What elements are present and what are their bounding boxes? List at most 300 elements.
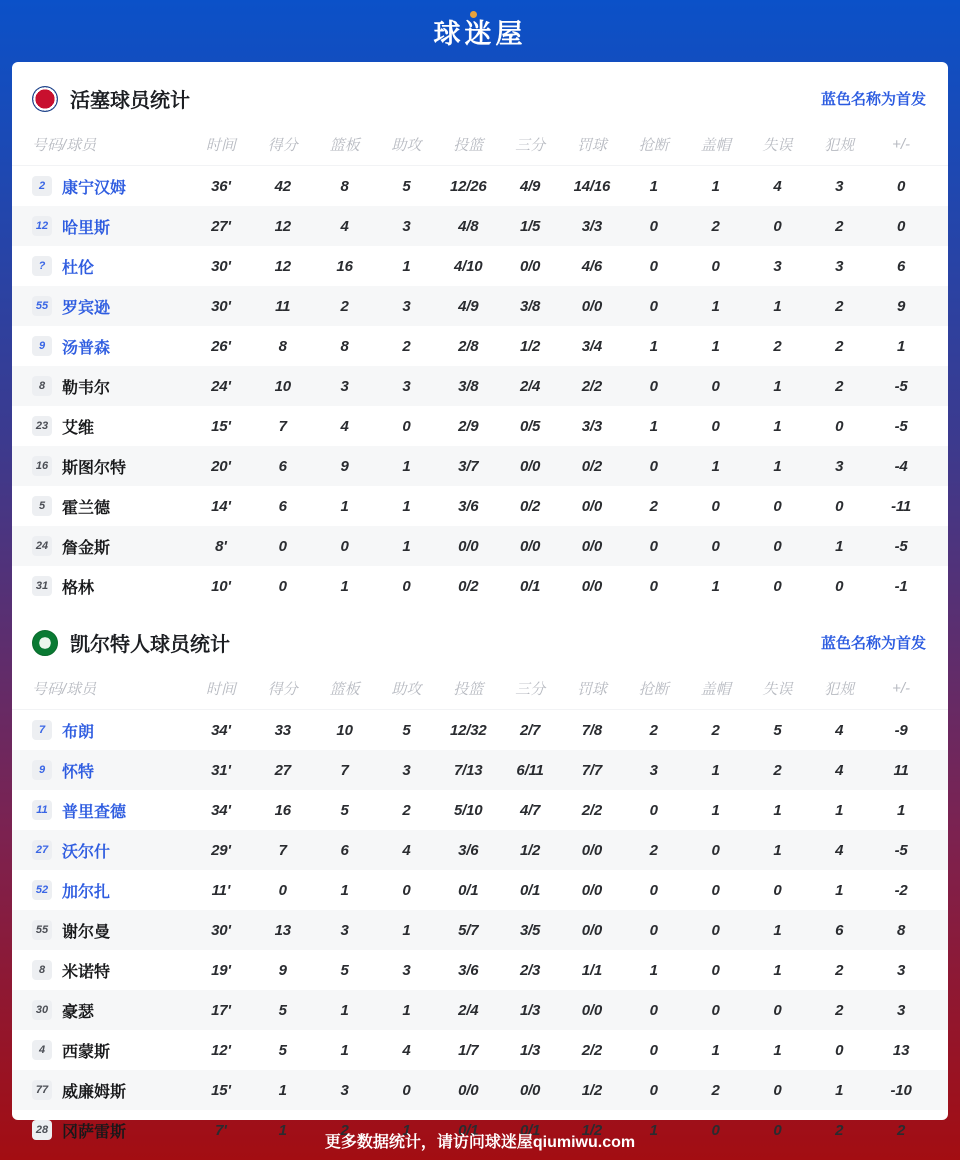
jersey-number-badge: 55: [32, 920, 52, 940]
stat-cell: 2: [711, 1081, 720, 1099]
table-title: 活塞球员统计: [70, 90, 190, 112]
stat-cell: 8: [340, 177, 349, 195]
stat-cell: 0/2: [458, 577, 479, 595]
player-name: 詹金斯: [62, 539, 111, 557]
stat-cell: 0: [711, 497, 720, 515]
stat-cell: 6: [340, 841, 349, 859]
column-header-row: [12, 667, 948, 710]
stat-cell: 0/1: [519, 1121, 541, 1139]
stat-cell: 1: [402, 257, 411, 275]
jersey-number-badge: 16: [32, 456, 52, 476]
stat-cell: 1: [773, 801, 782, 819]
stat-cell: 2: [711, 721, 720, 739]
stat-cell: 3/6: [458, 961, 479, 979]
player-cell: [32, 575, 190, 598]
stat-cell: 3/3: [581, 417, 603, 435]
stat-cell: 7': [215, 1121, 227, 1139]
stat-cell: 1: [402, 921, 411, 939]
stat-cell: 1: [340, 1001, 349, 1019]
player-row: [12, 1070, 948, 1110]
stat-cell: 0/0: [581, 577, 603, 595]
stat-cell: 1: [649, 337, 658, 355]
player-row: [12, 950, 948, 990]
stat-cell: 1: [773, 457, 782, 475]
player-name: 沃尔什: [62, 843, 111, 861]
stat-cell: -4: [894, 457, 908, 475]
player-cell: [32, 415, 190, 438]
stat-cell: 29': [211, 841, 231, 859]
stat-cell: 1: [649, 417, 658, 435]
player-name: 怀特: [62, 763, 95, 781]
stat-cell: -5: [894, 537, 908, 555]
stat-cell: 0/0: [581, 1001, 603, 1019]
stat-cell: 0: [649, 881, 658, 899]
stat-cell: 0: [402, 417, 411, 435]
starter-legend: 蓝色名称为首发: [820, 635, 926, 652]
stat-cell: 7/8: [581, 721, 603, 739]
stat-cell: 3: [402, 761, 411, 779]
column-header: 号码/球员: [32, 680, 97, 698]
stat-cell: 7: [278, 841, 287, 859]
jersey-number-badge: 11: [32, 800, 52, 820]
stat-cell: 4: [835, 761, 844, 779]
stat-cell: 3: [340, 1081, 349, 1099]
stat-cell: 0/0: [581, 841, 603, 859]
stat-cell: 0: [649, 1041, 658, 1059]
stat-cell: 0: [402, 1081, 411, 1099]
jersey-number-badge: 8: [32, 960, 52, 980]
stat-cell: 27: [274, 761, 291, 779]
team-logo-icon: [32, 86, 58, 112]
stat-cell: 8: [896, 921, 906, 939]
stat-cell: 3: [896, 1001, 906, 1019]
stat-cell: 34': [211, 801, 231, 819]
player-row: [12, 790, 948, 830]
stat-cell: 1: [402, 1001, 411, 1019]
stat-cell: 4/9: [519, 177, 541, 195]
stat-cell: 1: [278, 1121, 287, 1139]
stats-card: [12, 62, 948, 1141]
table-title: 凯尔特人球员统计: [70, 634, 230, 656]
stat-cell: 4/8: [458, 217, 479, 235]
player-row: [12, 830, 948, 870]
stat-cell: 0: [711, 417, 720, 435]
stat-cell: 3/6: [458, 841, 479, 859]
stat-cell: 8': [215, 537, 227, 555]
stat-cell: 11': [211, 881, 231, 899]
player-row: [12, 486, 948, 526]
stat-cell: 5/7: [458, 921, 479, 939]
site-logo-text: 球迷屋: [433, 18, 527, 49]
stat-cell: 0: [835, 1041, 844, 1059]
stat-cell: 0: [711, 1121, 720, 1139]
stat-cell: 2/4: [458, 1001, 479, 1019]
stat-cell: -2: [894, 881, 908, 899]
stat-cell: 5: [340, 961, 349, 979]
stat-cell: 6: [896, 257, 906, 275]
stat-cell: 30': [211, 257, 231, 275]
stat-cell: 1: [835, 537, 844, 555]
player-row: [12, 566, 948, 606]
column-header-row: [12, 123, 948, 166]
team-stats-section: [12, 606, 948, 1150]
stat-cell: 10: [274, 377, 291, 395]
player-row: [12, 750, 948, 790]
stat-cell: -9: [894, 721, 908, 739]
player-row: [12, 1030, 948, 1070]
column-header: 抢断: [638, 136, 669, 154]
player-row: [12, 246, 948, 286]
stat-cell: 1: [896, 337, 906, 355]
table-body: [12, 710, 948, 1150]
stat-cell: 24': [211, 377, 231, 395]
column-header: 犯规: [824, 136, 855, 154]
jersey-number-badge: 12: [32, 216, 52, 236]
stat-cell: 31': [211, 761, 231, 779]
stat-cell: 0: [773, 881, 782, 899]
stat-cell: 4: [835, 721, 844, 739]
stat-cell: 1: [711, 577, 720, 595]
logo-dot-icon: [470, 11, 477, 18]
stat-cell: 2/2: [581, 377, 603, 395]
stat-cell: 0/0: [581, 297, 603, 315]
stat-cell: 0: [773, 497, 782, 515]
stat-cell: 14/16: [573, 177, 611, 195]
stat-cell: 0: [649, 1001, 658, 1019]
stat-cell: 1: [773, 1041, 782, 1059]
stat-cell: 0: [896, 177, 906, 195]
stat-cell: 8: [340, 337, 349, 355]
stat-cell: 2: [835, 1001, 844, 1019]
stat-cell: 42: [274, 177, 291, 195]
player-name: 罗宾逊: [62, 299, 111, 317]
stat-cell: 1/2: [519, 337, 541, 355]
stat-cell: 1: [711, 1041, 720, 1059]
stat-cell: 0: [835, 497, 844, 515]
stat-cell: 0: [649, 537, 658, 555]
stat-cell: 3: [402, 297, 411, 315]
stat-cell: 1: [835, 801, 844, 819]
column-header: 三分: [515, 680, 546, 698]
player-row: [12, 446, 948, 486]
stat-cell: 3: [402, 961, 411, 979]
column-header: 篮板: [329, 680, 360, 698]
stat-cell: 0: [278, 577, 287, 595]
stat-cell: 4/9: [458, 297, 479, 315]
stat-cell: 2: [649, 497, 658, 515]
stat-cell: 12/32: [449, 721, 487, 739]
stat-cell: 0: [711, 1001, 720, 1019]
column-header: 罚球: [576, 136, 607, 154]
player-row: [12, 990, 948, 1030]
player-cell: [32, 959, 190, 982]
column-header: 助攻: [391, 136, 422, 154]
stat-cell: 10: [336, 721, 353, 739]
stat-cell: 1: [773, 417, 782, 435]
stat-cell: 0: [402, 577, 411, 595]
stat-cell: 1: [711, 297, 720, 315]
stat-cell: 13: [274, 921, 291, 939]
jersey-number-badge: 23: [32, 416, 52, 436]
stat-cell: 5: [402, 177, 411, 195]
table-body: [12, 166, 948, 606]
stat-cell: 12: [274, 257, 291, 275]
column-header: 犯规: [824, 680, 855, 698]
stat-cell: 4: [340, 417, 349, 435]
stat-cell: -5: [894, 377, 908, 395]
player-cell: [32, 1079, 190, 1102]
stat-cell: 0/0: [581, 881, 603, 899]
stat-cell: 0: [649, 921, 658, 939]
stat-cell: 7/7: [581, 761, 603, 779]
player-cell: [32, 535, 190, 558]
player-name: 斯图尔特: [62, 459, 127, 477]
stat-cell: 3: [896, 961, 906, 979]
stat-cell: 27': [211, 217, 231, 235]
stat-cell: 4/6: [581, 257, 603, 275]
stat-cell: 2: [773, 337, 782, 355]
stat-cell: 0: [835, 577, 844, 595]
stat-cell: 1: [649, 961, 658, 979]
stat-cell: 1/2: [581, 1081, 603, 1099]
stat-cell: 0: [773, 537, 782, 555]
stat-cell: 0: [649, 801, 658, 819]
stat-cell: 0/0: [458, 1081, 479, 1099]
player-row: [12, 366, 948, 406]
stat-cell: 1: [773, 377, 782, 395]
stat-cell: 0/1: [458, 881, 479, 899]
jersey-number-badge: 2: [32, 176, 52, 196]
stat-cell: 0/0: [519, 537, 541, 555]
stat-cell: 1/5: [519, 217, 541, 235]
stat-cell: 1: [835, 1081, 844, 1099]
stat-cell: 12/26: [449, 177, 487, 195]
stat-cell: 0: [773, 1081, 782, 1099]
player-name: 米诺特: [62, 963, 111, 981]
column-header: 时间: [205, 680, 236, 698]
stat-cell: 2: [835, 337, 844, 355]
player-name: 哈里斯: [62, 219, 111, 237]
stat-cell: 0: [711, 841, 720, 859]
stat-cell: 2: [649, 721, 658, 739]
stat-cell: 0: [711, 921, 720, 939]
player-name: 威廉姆斯: [62, 1083, 127, 1101]
column-header: +/-: [892, 679, 911, 697]
column-header: 得分: [267, 680, 298, 698]
stat-cell: 0: [402, 881, 411, 899]
stat-cell: 0: [711, 257, 720, 275]
player-row: [12, 206, 948, 246]
stat-cell: 8: [278, 337, 287, 355]
stat-cell: 0/1: [458, 1121, 479, 1139]
jersey-number-badge: 4: [32, 1040, 52, 1060]
stat-cell: 1: [278, 1081, 287, 1099]
player-row: [12, 326, 948, 366]
stat-cell: 4: [835, 841, 844, 859]
stat-cell: 5: [278, 1001, 287, 1019]
stat-cell: 4: [340, 217, 349, 235]
stat-cell: 1: [711, 761, 720, 779]
stat-cell: 30': [211, 297, 231, 315]
jersey-number-badge: 77: [32, 1080, 52, 1100]
stat-cell: 9: [278, 961, 287, 979]
stat-cell: 20': [211, 457, 231, 475]
player-row: [12, 286, 948, 326]
player-name: 普里查德: [62, 803, 127, 821]
app-header: [0, 0, 960, 62]
player-name: 豪瑟: [62, 1003, 95, 1021]
footer-link[interactable]: 更多数据统计，请访问球迷屋qiumiwu.com: [324, 1133, 636, 1151]
section-header: [12, 606, 948, 667]
stat-cell: 26': [211, 337, 231, 355]
stat-cell: 1: [711, 337, 720, 355]
player-cell: [32, 255, 190, 278]
jersey-number-badge: 9: [32, 760, 52, 780]
player-cell: [32, 759, 190, 782]
stat-cell: 0: [835, 417, 844, 435]
stat-cell: 3: [340, 377, 349, 395]
stat-cell: 1: [402, 537, 411, 555]
column-header: 投篮: [453, 136, 484, 154]
stat-cell: -10: [890, 1081, 912, 1099]
stat-cell: 0/0: [519, 257, 541, 275]
stat-cell: 1: [340, 577, 349, 595]
stat-cell: 0/5: [519, 417, 541, 435]
jersey-number-badge: 27: [32, 840, 52, 860]
stat-cell: -11: [891, 497, 912, 515]
stat-cell: 1/3: [519, 1001, 541, 1019]
stat-cell: 1: [835, 881, 844, 899]
stat-cell: 3/5: [519, 921, 541, 939]
stat-cell: 2: [835, 961, 844, 979]
stat-cell: 3/8: [458, 377, 479, 395]
stat-cell: 0: [711, 961, 720, 979]
stat-cell: 3: [402, 217, 411, 235]
column-header: 罚球: [576, 680, 607, 698]
player-cell: [32, 1039, 190, 1062]
column-header: 盖帽: [700, 680, 731, 698]
stat-cell: 30': [211, 921, 231, 939]
jersey-number-badge: 31: [32, 576, 52, 596]
player-name: 艾维: [62, 419, 95, 437]
stat-cell: 5/10: [454, 801, 483, 819]
stat-cell: 3/3: [581, 217, 603, 235]
stat-cell: 2/2: [581, 1041, 603, 1059]
stat-cell: 1: [711, 457, 720, 475]
column-header: 失误: [762, 136, 793, 154]
column-header: 助攻: [391, 680, 422, 698]
stat-cell: 0/2: [519, 497, 541, 515]
stat-cell: 0: [649, 1081, 658, 1099]
player-name: 加尔扎: [62, 883, 111, 901]
stat-cell: 9: [340, 457, 349, 475]
stat-cell: 0: [711, 537, 720, 555]
column-header: 号码/球员: [32, 136, 97, 154]
stat-cell: 1: [711, 801, 720, 819]
stat-cell: 4: [402, 841, 411, 859]
jersey-number-badge: 52: [32, 880, 52, 900]
stat-cell: 3/6: [458, 497, 479, 515]
stat-cell: 0/0: [581, 921, 603, 939]
stat-cell: 3: [835, 457, 844, 475]
stat-cell: 1: [340, 497, 349, 515]
player-name: 汤普森: [62, 339, 111, 357]
stat-cell: 2: [649, 841, 658, 859]
jersey-number-badge: 24: [32, 536, 52, 556]
stat-cell: 7/13: [454, 761, 483, 779]
player-cell: [32, 799, 190, 822]
stat-cell: 0/0: [581, 537, 603, 555]
stat-cell: 0: [649, 577, 658, 595]
stat-cell: 0: [711, 881, 720, 899]
stat-cell: 1: [649, 177, 658, 195]
jersey-number-badge: 5: [32, 496, 52, 516]
stat-cell: 33: [274, 721, 291, 739]
jersey-number-badge: 28: [32, 1120, 52, 1140]
player-row: [12, 910, 948, 950]
stat-cell: 12: [274, 217, 291, 235]
stat-cell: 3: [340, 921, 349, 939]
stat-cell: 6/11: [516, 761, 544, 779]
player-name: 勒韦尔: [62, 379, 111, 397]
stat-cell: 2/4: [519, 377, 541, 395]
stat-cell: 1: [773, 841, 782, 859]
stat-cell: 14': [211, 497, 231, 515]
starter-legend: 蓝色名称为首发: [820, 91, 926, 108]
stat-cell: 3/7: [458, 457, 479, 475]
jersey-number-badge: 30: [32, 1000, 52, 1020]
stat-cell: 3: [835, 177, 844, 195]
team-stats-section: [12, 62, 948, 606]
stat-cell: 5: [773, 721, 782, 739]
stat-cell: 0/0: [519, 1081, 541, 1099]
stat-cell: 10': [211, 577, 231, 595]
stat-cell: 1/7: [458, 1041, 479, 1059]
jersey-number-badge: 55: [32, 296, 52, 316]
player-cell: [32, 375, 190, 398]
stat-cell: 3: [402, 377, 411, 395]
stat-cell: 3/8: [519, 297, 541, 315]
player-name: 杜伦: [62, 259, 95, 277]
stat-cell: 4/10: [454, 257, 483, 275]
stat-cell: 2: [711, 217, 720, 235]
player-row: [12, 406, 948, 446]
stat-cell: 0/2: [581, 457, 603, 475]
stat-cell: 0/1: [519, 577, 541, 595]
player-row: [12, 870, 948, 910]
stat-cell: 34': [211, 721, 231, 739]
stat-cell: 36': [211, 177, 231, 195]
stat-cell: 2: [340, 1121, 349, 1139]
player-row: [12, 526, 948, 566]
player-row: [12, 166, 948, 206]
player-name: 霍兰德: [62, 499, 111, 517]
stat-cell: 17': [211, 1001, 231, 1019]
stat-cell: 4: [402, 1041, 411, 1059]
stat-cell: 7: [278, 417, 287, 435]
column-header: 篮板: [329, 136, 360, 154]
stat-cell: 3: [835, 257, 844, 275]
stat-cell: 0/1: [519, 881, 541, 899]
player-cell: [32, 495, 190, 518]
stat-cell: 1: [402, 1121, 411, 1139]
stat-cell: 1: [711, 177, 720, 195]
player-row: [12, 710, 948, 750]
player-cell: [32, 919, 190, 942]
stat-cell: 16: [336, 257, 353, 275]
stat-cell: 0: [649, 377, 658, 395]
stat-cell: 3: [773, 257, 782, 275]
